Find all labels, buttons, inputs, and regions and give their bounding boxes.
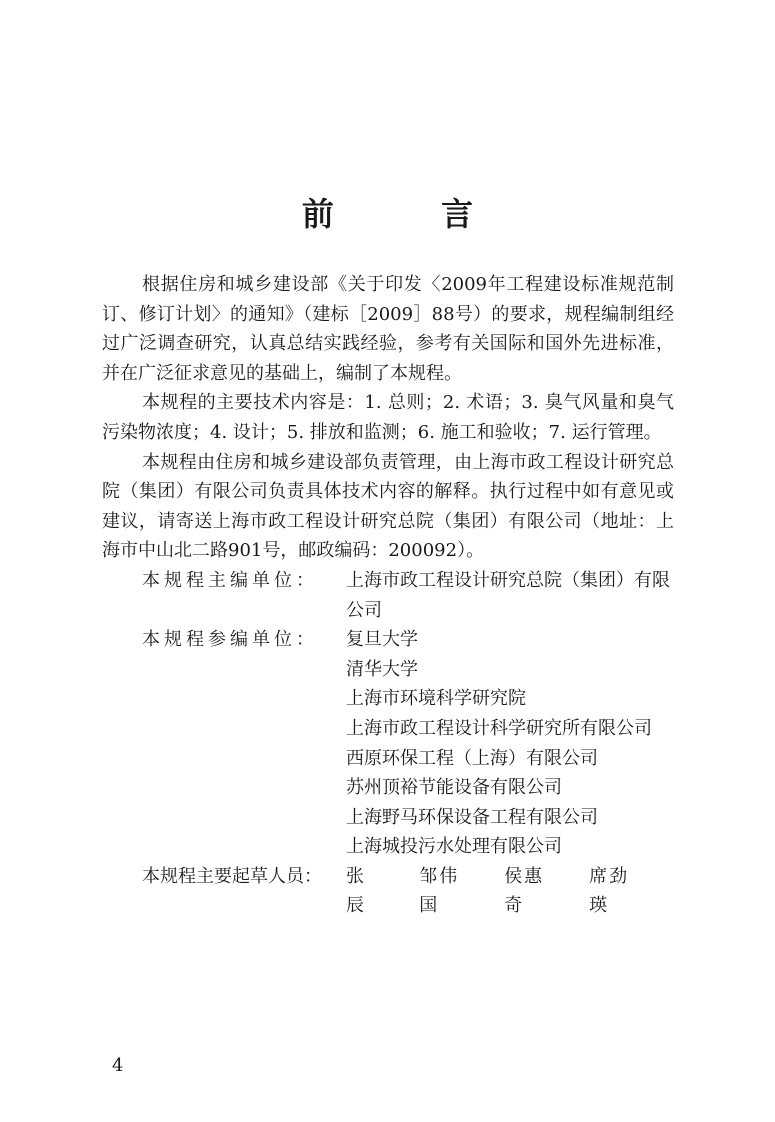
- drafter-name: 席劲瑛: [589, 865, 630, 917]
- participating-unit-name: 西原环保工程（上海）有限公司: [346, 747, 598, 769]
- drafters-label: 本规程主要起草人员：: [142, 865, 322, 887]
- chief-editor-label: 本规程主编单位：: [142, 569, 318, 591]
- preface-body: [102, 270, 674, 921]
- participating-values: [346, 625, 674, 862]
- chief-editor-row: [102, 566, 674, 625]
- paragraph-background: 根据住房和城乡建设部《关于印发〈2009年工程建设标准规范制订、修订计划〉的通知》（建标［2009］88号）的要求，规程编制组经过广泛调查研究，认真总结实践经验，参考有关国际和国外先进标准，并在广泛征求意见的基础上，编制了本规程。: [102, 274, 674, 384]
- page-number: 4: [112, 1055, 124, 1076]
- drafter-name: 邹伟国: [419, 865, 460, 917]
- page-title: 前 言: [301, 195, 522, 233]
- chief-editor-unit-name: 上海市政工程设计研究总院（集团）有限公司: [346, 569, 670, 621]
- drafter-name: 张 辰: [346, 865, 366, 917]
- paragraph-technical-content: 本规程的主要技术内容是：1. 总则；2. 术语；3. 臭气风量和臭气污染物浓度；4. 设计；5. 排放和监测；6. 施工和验收；7. 运行管理。: [102, 392, 674, 443]
- drafters-names: [346, 862, 674, 921]
- participating-units: [102, 625, 674, 862]
- drafters-row: [102, 862, 674, 921]
- participating-row: [102, 625, 674, 862]
- paragraph-management: 本规程由住房和城乡建设部负责管理，由上海市政工程设计研究总院（集团）有限公司负责具体技术内容的解释。执行过程中如有意见或建议，请寄送上海市政工程设计研究总院（集团）有限公司（地址：上海市中山北二路901号，邮政编码：200092）。: [102, 451, 674, 562]
- participating-label: 本规程参编单位：: [142, 629, 318, 651]
- participating-unit-name: 上海市环境科学研究院: [346, 688, 526, 710]
- participating-unit-name: 上海城投污水处理有限公司: [346, 836, 562, 858]
- drafter-name: 侯惠奇: [504, 865, 545, 917]
- drafters-block: [102, 862, 674, 921]
- participating-unit-name: 复旦大学: [346, 629, 418, 651]
- participating-unit-name: 清华大学: [346, 658, 418, 680]
- participating-unit-name: 上海市政工程设计科学研究所有限公司: [346, 717, 652, 739]
- chief-editor-unit: [102, 566, 674, 625]
- chief-editor-values: [346, 566, 674, 625]
- participating-unit-name: 苏州顶裕节能设备有限公司: [346, 777, 562, 799]
- participating-unit-name: 上海野马环保设备工程有限公司: [346, 806, 598, 828]
